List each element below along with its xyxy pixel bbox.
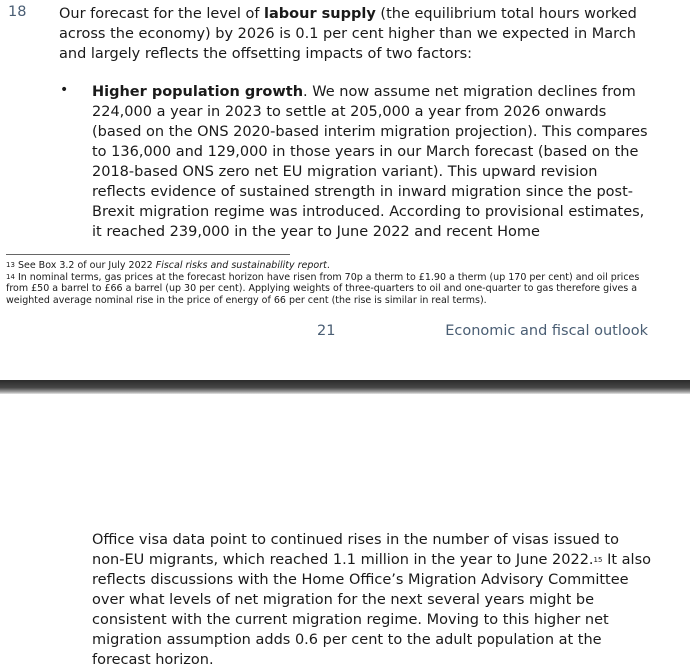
footnotes: [6, 260, 646, 306]
bullet-marker: •: [60, 82, 69, 98]
bullet-heading: Higher population growth: [92, 84, 304, 100]
footnote-number: 14: [6, 272, 15, 281]
footnote-text-end: .: [326, 260, 330, 271]
labour-supply-term: labour supply: [264, 6, 376, 22]
continuation-text: [92, 530, 652, 670]
paragraph-number: 18: [8, 4, 27, 20]
footnote-rule: [6, 254, 290, 255]
continuation-before: Office visa data point to continued rises in the number of visas issued to non-EU migrants, which reached 1.1 million in the year to June 2022.: [92, 532, 619, 568]
page-number: 21: [317, 323, 336, 339]
footnote-14: [6, 272, 646, 307]
footnote-text: In nominal terms, gas prices at the forecast horizon have risen from 70p a therm to £1.90 a therm (up 170 per cent) and oil prices from £50 a barrel to £66 a barrel (up 30 per cent). Applying weights of three-quarters to oil and one-quarter to gas therefore gives a weighted average nominal rise in the price of energy of 66 per cent (the rise is similar in real terms).: [6, 271, 640, 306]
footnote-number: 13: [6, 261, 15, 269]
bullet-text: [92, 82, 652, 242]
page-break: [0, 380, 690, 394]
paragraph-intro-before: Our forecast for the level of: [59, 6, 265, 22]
paragraph-text: [59, 4, 659, 64]
continuation-after: It also reflects discussions with the Home Office’s Migration Advisory Committee over what levels of net migration for the next several years might be consistent with the current migration regime. Moving to this higher net migration assumption adds 0.6 per cent to the adult population at the forecast horizon.: [92, 552, 651, 668]
footnote-ref-15: 15: [593, 556, 603, 564]
bullet-body: . We now assume net migration declines from 224,000 a year in 2023 to settle at 205,000 a year from 2026 onwards (based on the ONS 2020-based interim migration projection). This compares to 136,000 and 129,000 in those years in our March forecast (based on the 2018-based ONS zero net EU migration variant). This upward revision reflects evidence of sustained strength in inward migration since the post-Brexit migration regime was introduced. According to provisional estimates, it reached 239,000 in the year to June 2022 and recent Home: [92, 84, 648, 240]
footnote-13: [6, 260, 646, 272]
report-title: Fiscal risks and sustainability report: [155, 260, 327, 271]
paragraph-intro-after: (the equilibrium total hours worked across the economy) by 2026 is 0.1 per cent higher than we expected in March and largely reflects the offsetting impacts of two factors:: [59, 6, 637, 62]
footnote-text: See Box 3.2 of our July 2022: [14, 260, 156, 271]
running-title: Economic and fiscal outlook: [445, 323, 648, 339]
